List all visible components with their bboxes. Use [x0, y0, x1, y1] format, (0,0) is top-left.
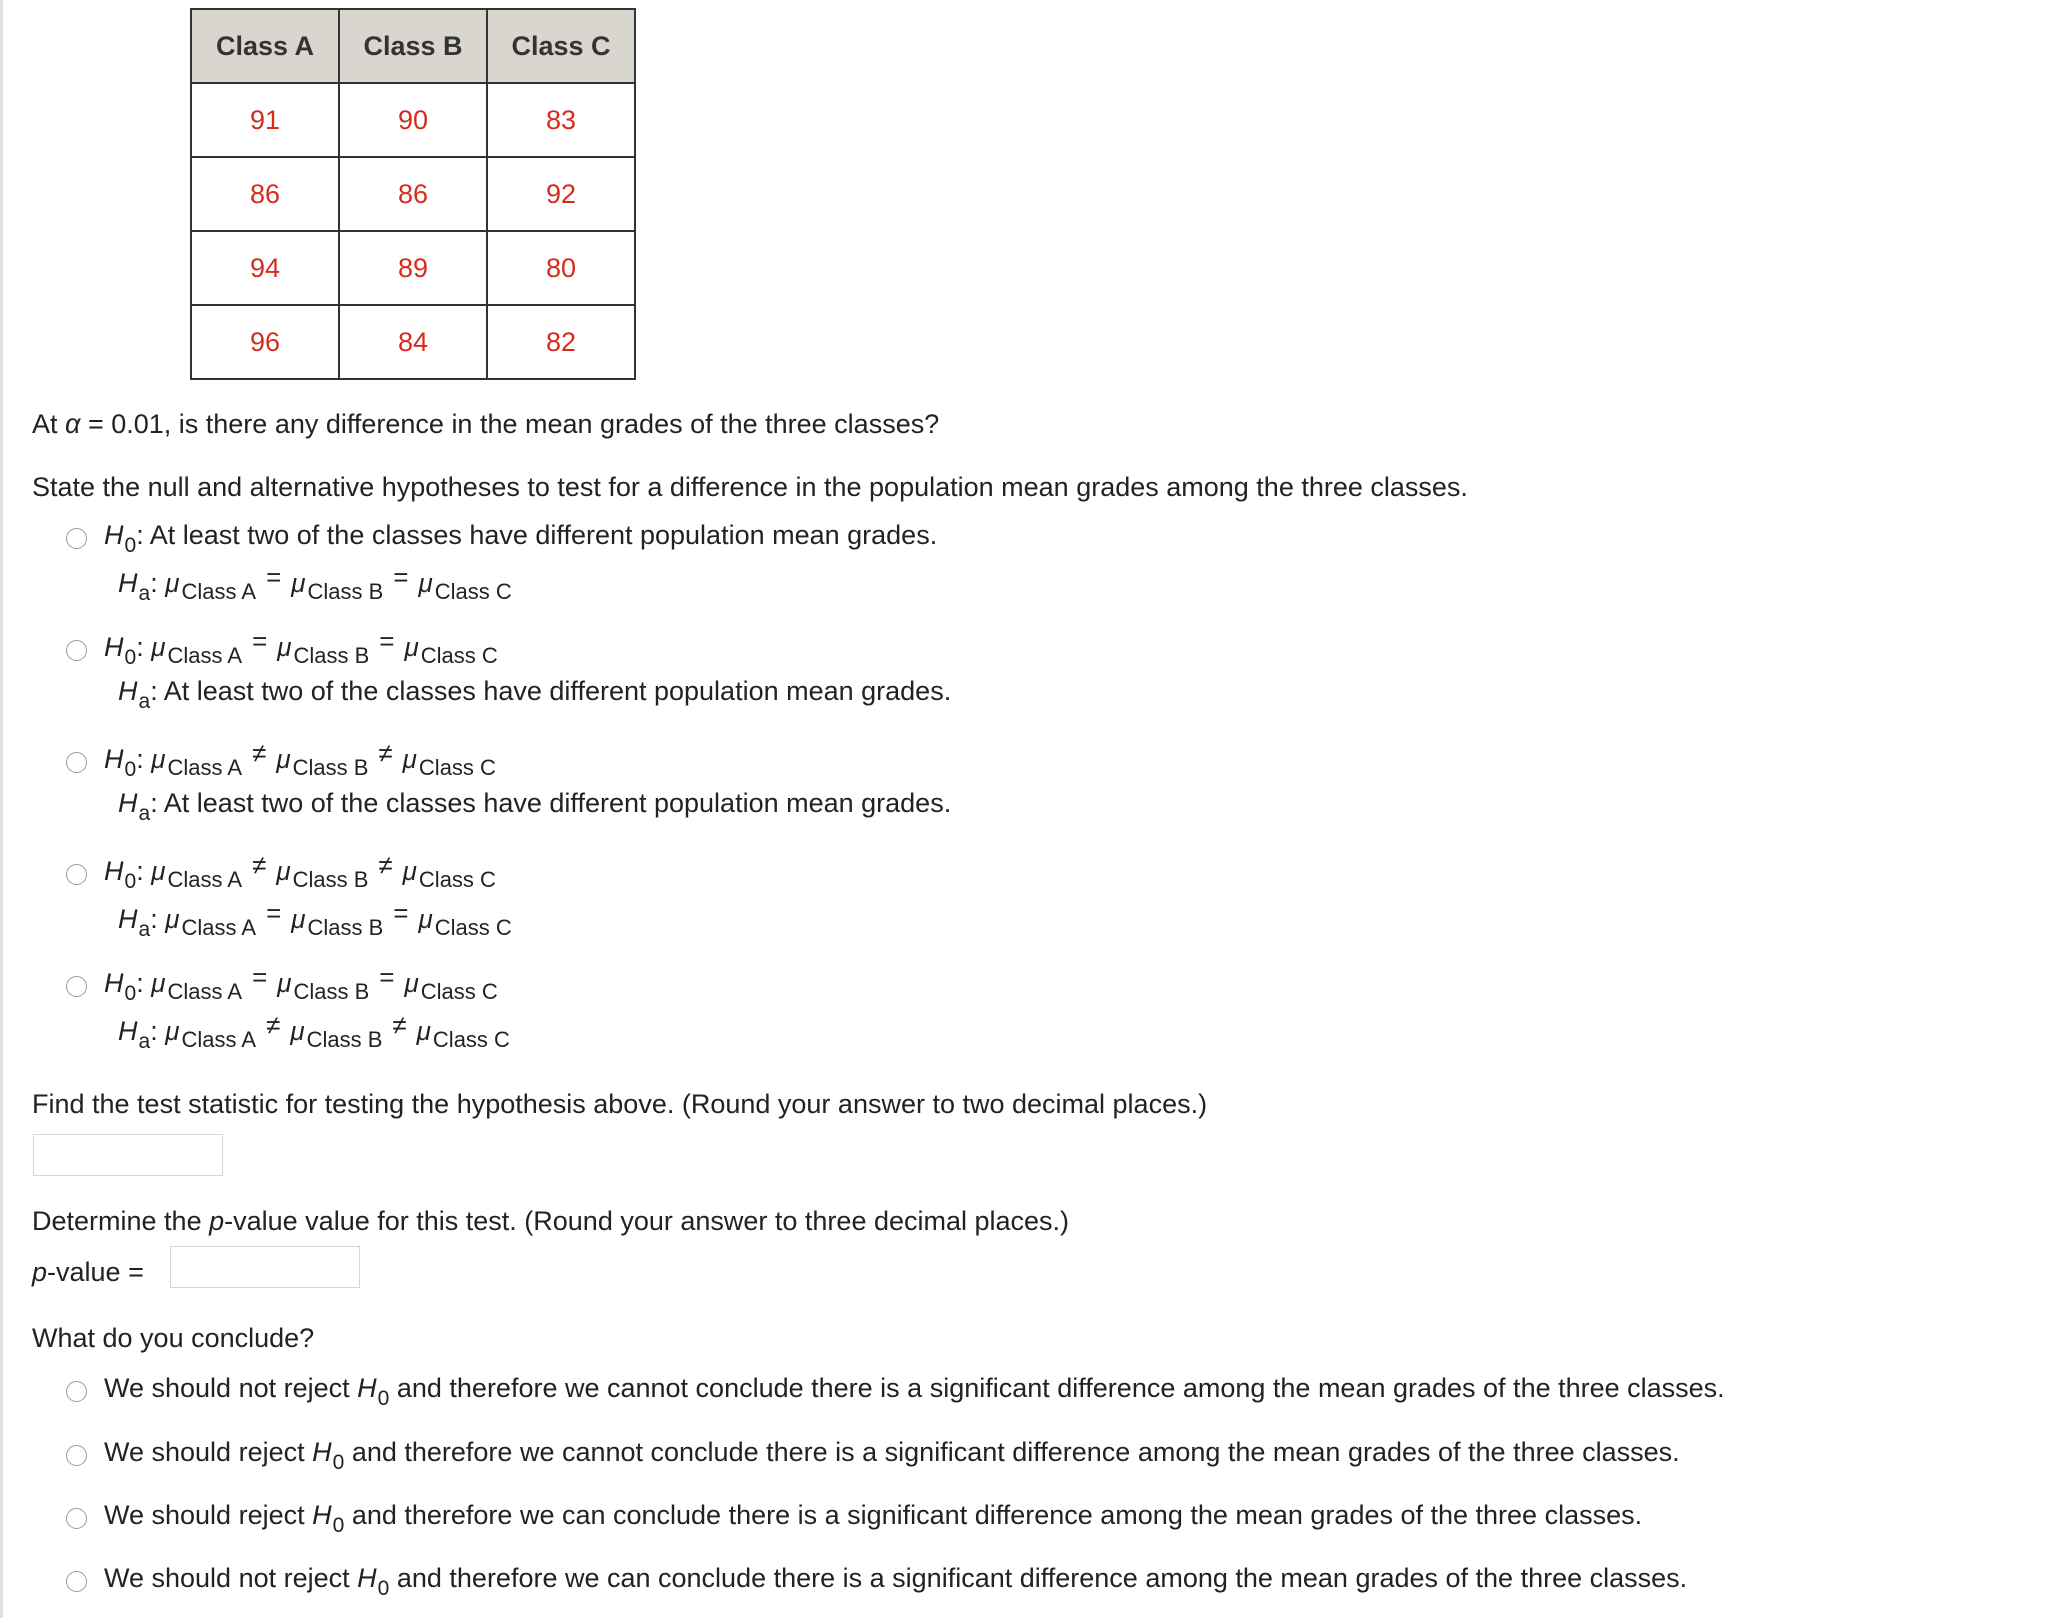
table-cell: 82 [487, 305, 635, 379]
table-cell: 94 [191, 231, 339, 305]
null-hypothesis: $H_0$: $\mu_{Class A} = \mu_{Class B} = \mu_{Class C}$ [104, 626, 498, 669]
pvalue-prompt: Determine the p-value value for this test. (Round your answer to three decimal places.) [32, 1206, 1070, 1236]
table-cell: 86 [191, 157, 339, 231]
null-hypothesis: $H_0$: $\mu_{Class A} = \mu_{Class B} = \mu_{Class C}$ [104, 962, 498, 1005]
table-header-row [191, 9, 635, 83]
radio-button[interactable] [66, 1381, 87, 1402]
null-hypothesis: $H_0$: $\mu_{Class A} \ne \mu_{Class B} \ne \mu_{Class C}$ [104, 738, 496, 781]
alt-hypothesis: $H_a$: $\mu_{Class A} = \mu_{Class B} = \mu_{Class C}$ [118, 562, 512, 605]
alt-hypothesis: $H_a$: $\mu_{Class A} \ne \mu_{Class B} \ne \mu_{Class C}$ [118, 1010, 510, 1053]
alt-hypothesis: $H_a$: At least two of the classes have different population mean grades. [118, 676, 952, 713]
table-row [191, 157, 635, 231]
table-row [191, 83, 635, 157]
radio-button[interactable] [66, 1445, 87, 1466]
radio-button[interactable] [66, 640, 87, 661]
radio-button[interactable] [66, 1508, 87, 1529]
test-statistic-prompt: Find the test statistic for testing the hypothesis above. (Round your answer to two decimal places.) [32, 1089, 1208, 1119]
header-class-b: Class B [339, 9, 487, 83]
table-row [191, 231, 635, 305]
radio-button[interactable] [66, 528, 87, 549]
table-cell: 91 [191, 83, 339, 157]
radio-button[interactable] [66, 976, 87, 997]
pvalue-label: p-value = [32, 1257, 144, 1287]
alt-hypothesis: $H_a$: $\mu_{Class A} = \mu_{Class B} = \mu_{Class C}$ [118, 898, 512, 941]
radio-button[interactable] [66, 1571, 87, 1592]
table-cell: 80 [487, 231, 635, 305]
header-class-a: Class A [191, 9, 339, 83]
table-cell: 92 [487, 157, 635, 231]
radio-button[interactable] [66, 864, 87, 885]
null-hypothesis: $H_0$: $\mu_{Class A} \ne \mu_{Class B} \ne \mu_{Class C}$ [104, 850, 496, 893]
table-cell: 90 [339, 83, 487, 157]
table-cell: 84 [339, 305, 487, 379]
table-row [191, 305, 635, 379]
grades-table [190, 8, 636, 380]
null-hypothesis: $H_0$: At least two of the classes have different population mean grades. [104, 520, 938, 557]
radio-button[interactable] [66, 752, 87, 773]
table-cell: 83 [487, 83, 635, 157]
alpha-question: At α = 0.01, is there any difference in the mean grades of the three classes? [32, 409, 940, 439]
table-cell: 86 [339, 157, 487, 231]
table-cell: 89 [339, 231, 487, 305]
alt-hypothesis: $H_a$: At least two of the classes have different population mean grades. [118, 788, 952, 825]
alpha-symbol: α [65, 409, 81, 439]
header-class-c: Class C [487, 9, 635, 83]
hypothesis-prompt: State the null and alternative hypotheses to test for a difference in the population mean grades among the three classes. [32, 472, 1468, 502]
page-left-border [0, 0, 3, 1618]
test-statistic-input[interactable] [33, 1134, 223, 1176]
table-cell: 96 [191, 305, 339, 379]
conclusion-prompt: What do you conclude? [32, 1323, 315, 1353]
pvalue-input[interactable] [170, 1246, 360, 1288]
